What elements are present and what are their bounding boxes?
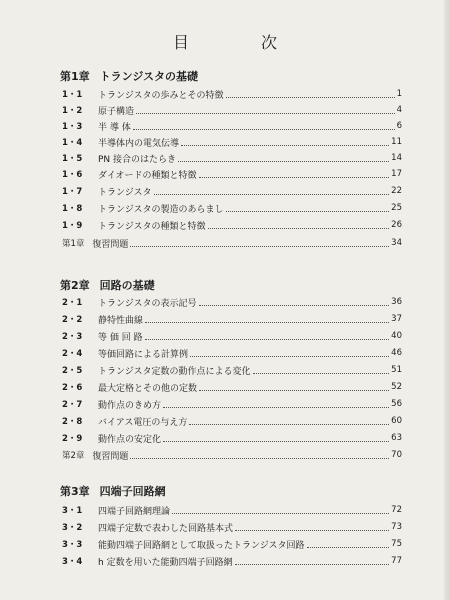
page-number: 51 xyxy=(391,365,402,375)
leader-dots xyxy=(253,373,390,374)
page-number: 6 xyxy=(396,121,402,131)
toc-entry xyxy=(62,362,402,378)
section-title: 動作点のきめ方 xyxy=(98,400,162,411)
page-number: 17 xyxy=(391,169,402,179)
page-number: 75 xyxy=(391,539,402,549)
toc-entry xyxy=(62,294,402,310)
section-title: 等価回路による計算例 xyxy=(98,349,189,360)
page-number: 73 xyxy=(391,522,402,532)
leader-dots xyxy=(163,407,389,408)
leader-dots xyxy=(208,228,390,229)
review-chapter-label: 第1章 xyxy=(62,239,85,249)
page-number: 26 xyxy=(391,220,402,230)
leader-dots xyxy=(145,322,389,323)
toc-entry xyxy=(62,311,402,327)
leader-dots xyxy=(130,458,389,459)
toc-entry xyxy=(62,379,402,395)
section-number: 1・5 xyxy=(62,154,83,164)
chapter-name: 四端子回路網 xyxy=(99,485,166,498)
section-title: PN 接合のはたらき xyxy=(98,154,177,165)
toc-entry xyxy=(62,134,402,150)
chapter-heading xyxy=(60,68,198,84)
page-number: 56 xyxy=(391,399,402,409)
leader-dots xyxy=(154,194,390,195)
section-number: 2・1 xyxy=(62,298,83,308)
leader-dots xyxy=(189,424,389,425)
page-number: 34 xyxy=(391,238,402,248)
section-title: トランジスタの製造のあらまし xyxy=(98,204,224,215)
section-title: 半導体内の電気伝導 xyxy=(98,138,180,149)
chapter-name: 回路の基礎 xyxy=(99,279,155,292)
chapter-heading xyxy=(60,277,155,293)
leader-dots xyxy=(307,547,390,548)
page-number: 1 xyxy=(396,89,402,99)
toc-entry xyxy=(62,102,402,118)
section-title: トランジスタ定数の動作点による変化 xyxy=(98,366,251,377)
leader-dots xyxy=(226,211,390,212)
page-number: 77 xyxy=(391,556,402,566)
page-number: 70 xyxy=(391,450,402,460)
leader-dots xyxy=(136,113,395,114)
section-title: 原子構造 xyxy=(98,106,135,117)
section-number: 2・7 xyxy=(62,400,83,410)
section-number: 3・4 xyxy=(62,557,83,567)
leader-dots xyxy=(199,305,390,306)
toc-entry xyxy=(62,166,402,182)
leader-dots xyxy=(235,564,390,565)
toc-entry xyxy=(62,430,402,446)
section-title: 動作点の安定化 xyxy=(98,434,162,445)
section-number: 1・6 xyxy=(62,170,83,180)
toc-entry xyxy=(62,396,402,412)
section-title: 静特性曲線 xyxy=(98,315,144,326)
section-number: 2・3 xyxy=(62,332,83,342)
page-edge xyxy=(444,0,450,600)
leader-dots xyxy=(133,129,395,130)
section-title: 等 価 回 路 xyxy=(98,332,143,343)
toc-entry xyxy=(62,345,402,361)
section-number: 1・4 xyxy=(62,138,83,148)
page-number: 11 xyxy=(391,137,402,147)
section-number: 1・9 xyxy=(62,221,83,231)
page-number: 14 xyxy=(391,153,402,163)
section-title: 最大定格とその他の定数 xyxy=(98,383,198,394)
section-number: 1・3 xyxy=(62,122,83,132)
section-number: 3・3 xyxy=(62,540,83,550)
toc-entry xyxy=(62,183,402,199)
section-number: 2・6 xyxy=(62,383,83,393)
section-number: 3・1 xyxy=(62,506,83,516)
toc-entry xyxy=(62,413,402,429)
section-title: 半 導 体 xyxy=(98,122,131,133)
page-number: 72 xyxy=(391,505,402,515)
toc-entry xyxy=(62,200,402,216)
section-title: 能動四端子回路網として取扱ったトランジスタ回路 xyxy=(98,540,305,551)
leader-dots xyxy=(172,513,389,514)
chapter-label: 第2章 xyxy=(60,279,90,292)
leader-dots xyxy=(145,339,390,340)
section-title: h 定数を用いた能動四端子回路網 xyxy=(98,557,233,568)
page-number: 4 xyxy=(396,105,402,115)
section-number: 2・9 xyxy=(62,434,83,444)
page-number: 22 xyxy=(391,186,402,196)
section-title: 四端子定数で表わした回路基本式 xyxy=(98,523,234,534)
section-number: 2・2 xyxy=(62,315,83,325)
page-number: 60 xyxy=(391,416,402,426)
review-title: 復習問題 xyxy=(92,239,129,250)
review-chapter-label: 第2章 xyxy=(62,451,85,461)
section-title: トランジスタ xyxy=(98,187,152,198)
page-number: 37 xyxy=(391,314,402,324)
section-title: 四端子回路網理論 xyxy=(98,506,171,517)
section-number: 2・5 xyxy=(62,366,83,376)
page-number: 40 xyxy=(391,331,402,341)
toc-entry xyxy=(62,118,402,134)
review-entry xyxy=(62,235,402,251)
section-title: トランジスタの種類と特徴 xyxy=(98,221,206,232)
review-title: 復習問題 xyxy=(92,451,129,462)
leader-dots xyxy=(163,441,389,442)
page-number: 25 xyxy=(391,203,402,213)
section-title: トランジスタの歩みとその特徴 xyxy=(98,90,224,101)
page-number: 36 xyxy=(391,297,402,307)
toc-entry xyxy=(62,536,402,552)
section-number: 2・4 xyxy=(62,349,83,359)
page-number: 52 xyxy=(391,382,402,392)
toc-entry xyxy=(62,553,402,569)
leader-dots xyxy=(199,390,389,391)
toc-entry xyxy=(62,502,402,518)
chapter-heading xyxy=(60,483,166,499)
toc-entry xyxy=(62,150,402,166)
section-title: トランジスタの表示記号 xyxy=(98,298,197,309)
page-number: 46 xyxy=(391,348,402,358)
section-title: ダイオードの種類と特徴 xyxy=(98,170,197,181)
leader-dots xyxy=(130,246,389,247)
section-number: 2・8 xyxy=(62,417,83,427)
toc-entry xyxy=(62,328,402,344)
leader-dots xyxy=(181,145,389,146)
section-title: バイアス電圧の与え方 xyxy=(98,417,188,428)
chapter-name: トランジスタの基礎 xyxy=(99,70,199,83)
section-number: 1・2 xyxy=(62,106,83,116)
toc-entry xyxy=(62,519,402,535)
page-number: 63 xyxy=(391,433,402,443)
leader-dots xyxy=(235,530,389,531)
chapter-label: 第1章 xyxy=(60,70,90,83)
leader-dots xyxy=(199,177,390,178)
leader-dots xyxy=(178,161,389,162)
toc-entry xyxy=(62,217,402,233)
section-number: 1・1 xyxy=(62,90,83,100)
toc-entry xyxy=(62,86,402,102)
section-number: 1・8 xyxy=(62,204,83,214)
review-entry xyxy=(62,447,402,463)
leader-dots xyxy=(190,356,389,357)
page-title: 目 次 xyxy=(172,33,305,52)
section-number: 3・2 xyxy=(62,523,83,533)
chapter-label: 第3章 xyxy=(60,485,90,498)
section-number: 1・7 xyxy=(62,187,83,197)
leader-dots xyxy=(226,97,395,98)
